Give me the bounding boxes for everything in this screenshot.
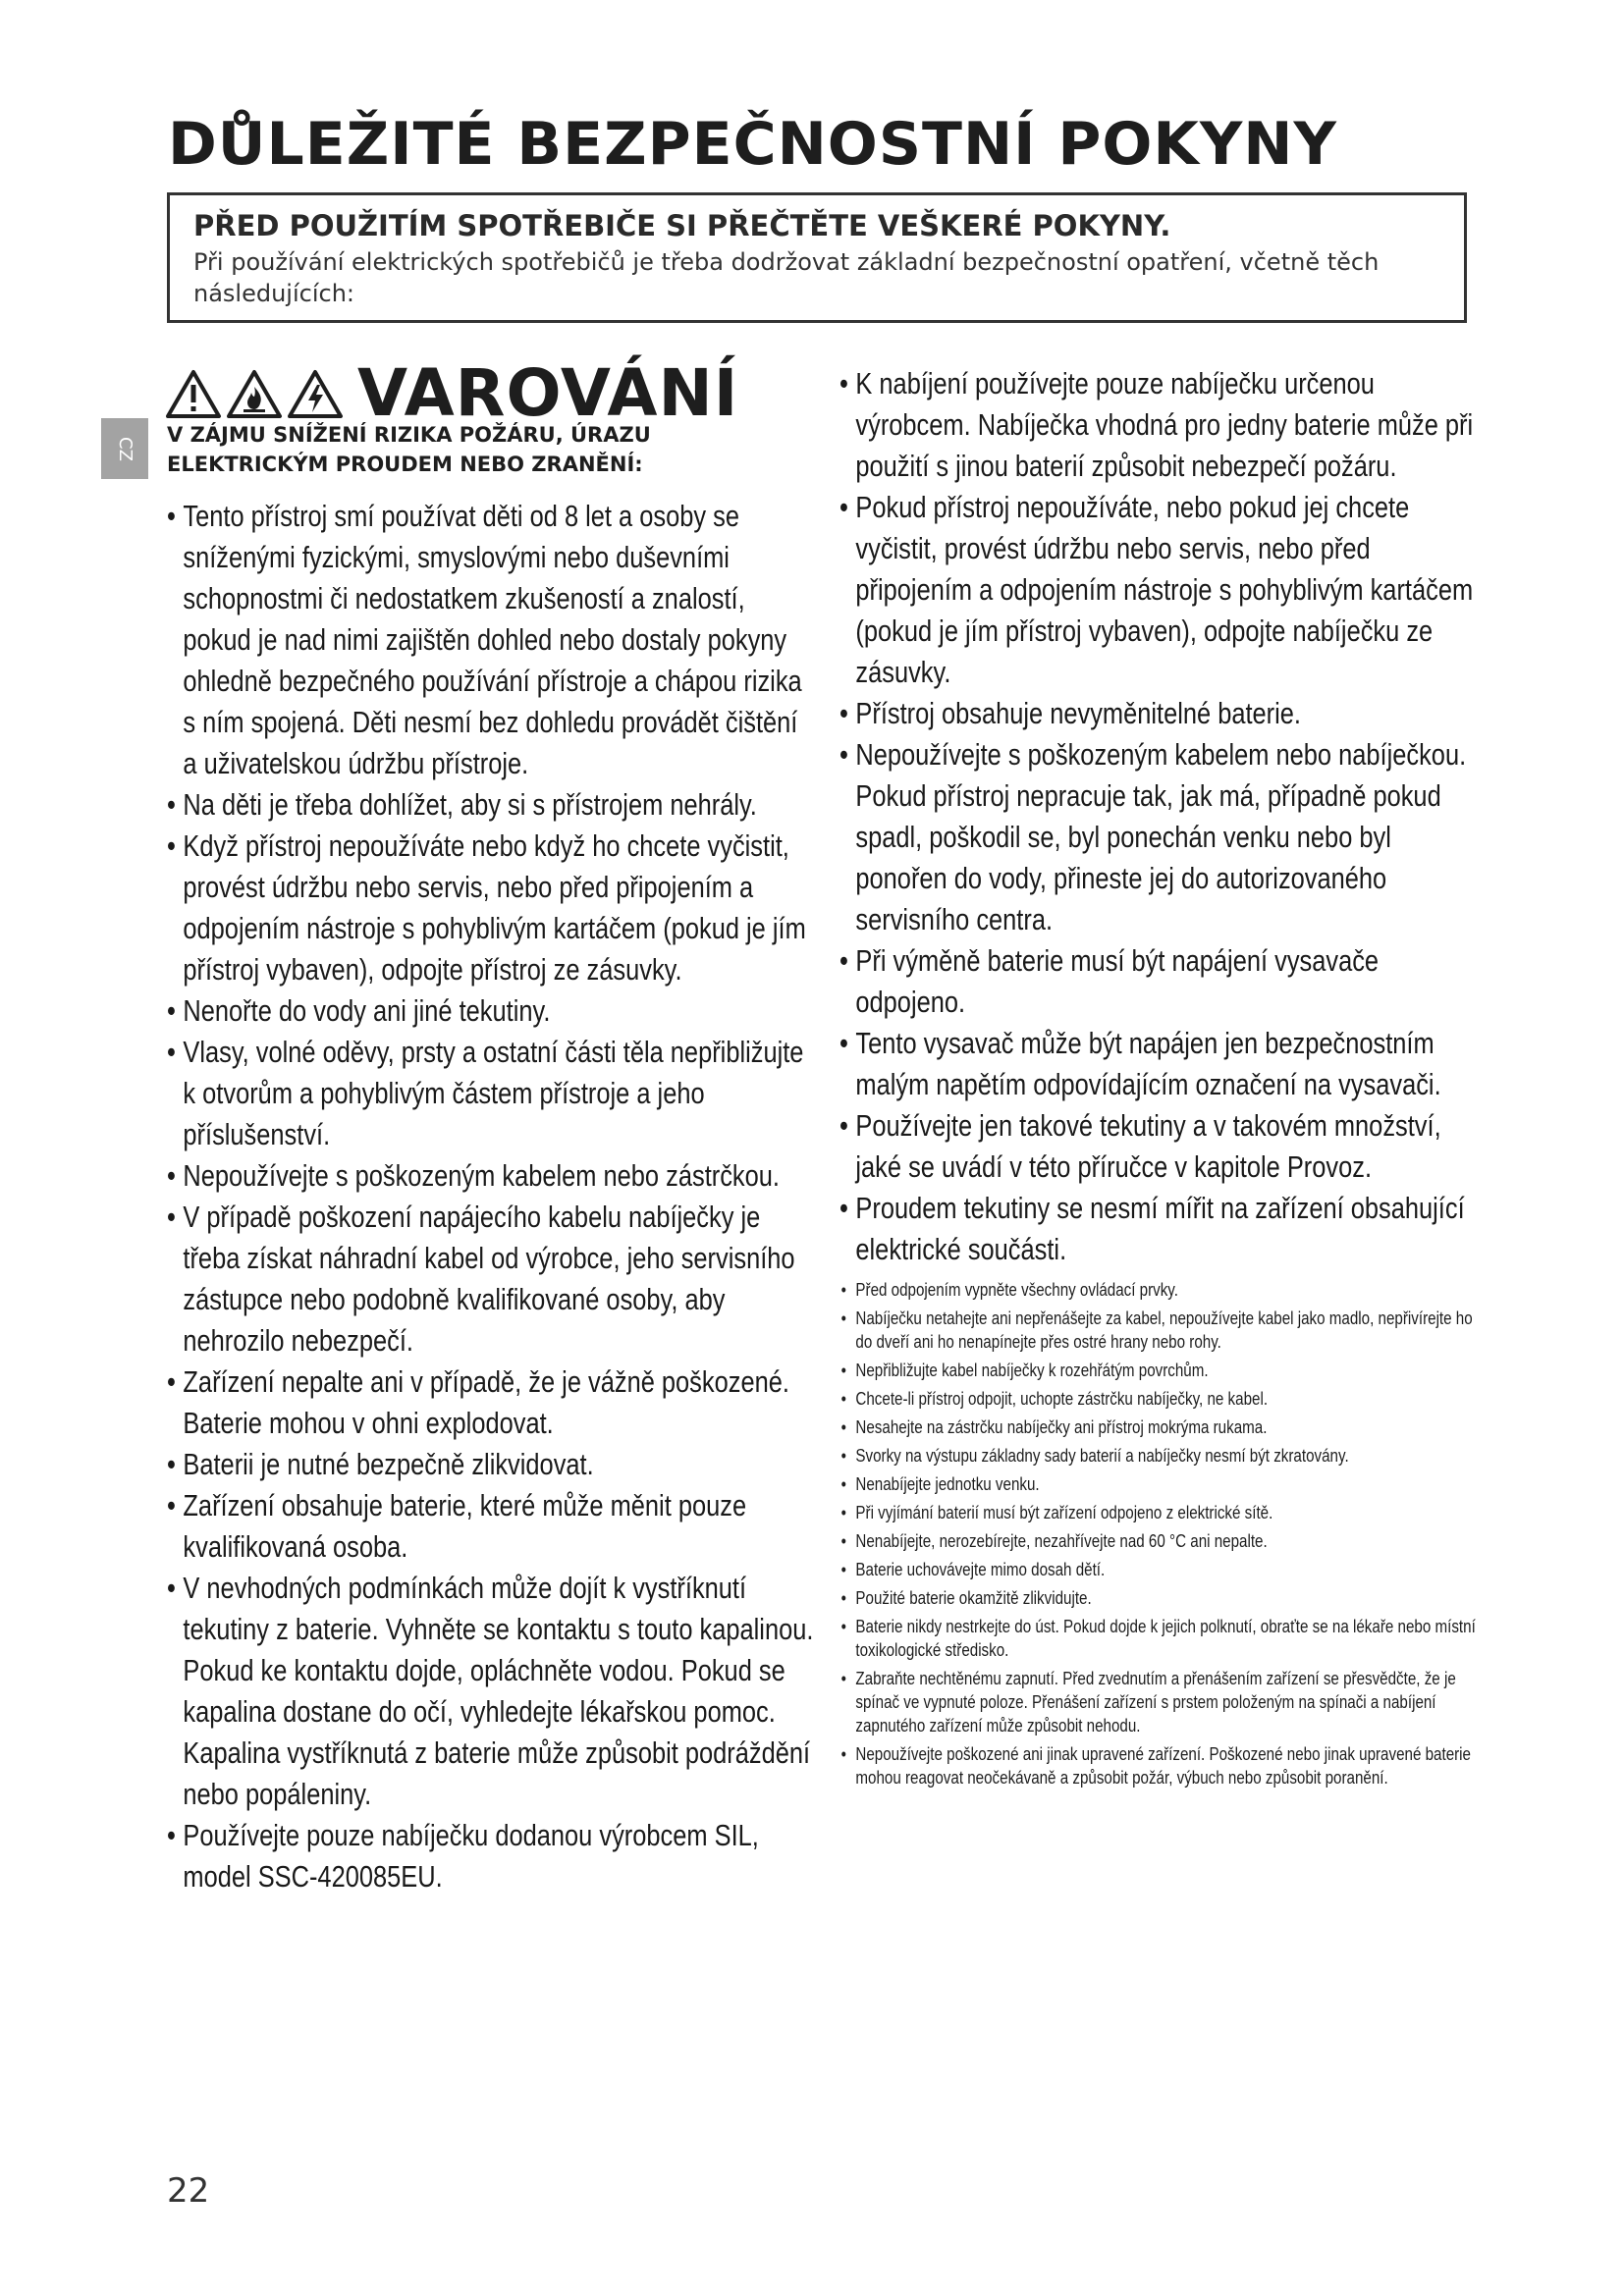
language-tab [101,418,148,479]
intro-text: Při používání elektrických spotřebičů je třeba dodržovat základní bezpečnostní opatření, včetně těch následujících: [193,248,1380,307]
list-item: • Zařízení nepalte ani v případě, že je vážně poškozené. Baterie mohou v ohni explodovat. [167,1362,815,1444]
warning-subtitle: V ZÁJMU SNÍŽENÍ RIZIKA POŽÁRU, ÚRAZU ELEKTRICKÝM PROUDEM NEBO ZRANĚNÍ: [167,423,651,476]
list-item: • Nepoužívejte s poškozeným kabelem nebo zástrčkou. [167,1155,815,1197]
page-title: DŮLEŽITÉ BEZPEČNOSTNÍ POKYNY [168,110,1337,179]
list-item: • Nepoužívejte poškozené ani jinak upravené zařízení. Poškozené nebo jinak upravené baterie mohou reagovat neočekávaně a způsobit požár, výbuch nebo způsobit poranění. [839,1742,1478,1789]
page-number: 22 [167,2171,210,2211]
list-item: • Použité baterie okamžitě zlikvidujte. [839,1586,1478,1610]
list-item: • Na děti je třeba dohlížet, aby si s přístrojem nehrály. [167,784,815,826]
list-item: • Proudem tekutiny se nesmí mířit na zařízení obsahující elektrické součásti. [839,1188,1478,1270]
list-item: • Při vyjímání baterií musí být zařízení odpojeno z elektrické sítě. [839,1501,1478,1524]
list-item: • Nepřibližujte kabel nabíječky k rozehřátým povrchům. [839,1359,1478,1382]
warning-header [165,355,739,431]
list-item: • Zabraňte nechtěnému zapnutí. Před zvednutím a přenášením zařízení se přesvědčte, že je spínač ve vypnuté poloze. Přenášení zařízení s prstem položeným na spínači a nabíjení zapnutého zařízení může způsobit nehodu. [839,1667,1478,1737]
list-item: • Baterie nikdy nestrkejte do úst. Pokud dojde k jejich polknutí, obraťte se na lékaře nebo místní toxikologické středisko. [839,1615,1478,1662]
list-item: • Baterie uchovávejte mimo dosah dětí. [839,1558,1478,1581]
list-item: • Nenabíjejte jednotku venku. [839,1472,1478,1496]
list-item: • Tento přístroj smí používat děti od 8 let a osoby se sníženými fyzickými, smyslovými nebo duševními schopnostmi či nedostatkem zkušeností a znalostí, pokud je nad nimi zajištěn dohled nebo dostaly pokyny ohledně bezpečného používání přístroje a chápou rizika s ním spojená. Děti nesmí bez dohledu provádět čištění a uživatelskou údržbu přístroje. [167,496,815,784]
list-item: • Nesahejte na zástrčku nabíječky ani přístroj mokrýma rukama. [839,1415,1478,1439]
list-item: • V případě poškození napájecího kabelu nabíječky je třeba získat náhradní kabel od výrobce, jeho servisního zástupce nebo podobně kvalifikované osoby, aby nehrozilo nebezpečí. [167,1197,815,1362]
list-item: • Přístroj obsahuje nevyměnitelné baterie. [839,693,1478,734]
list-item: • Vlasy, volné oděvy, prsty a ostatní části těla nepřibližujte k otvorům a pohyblivým částem přístroje a jeho příslušenství. [167,1032,815,1155]
left-column [167,496,815,1897]
left-bullet-list [167,496,815,1897]
list-item: • Baterii je nutné bezpečně zlikvidovat. [167,1444,815,1485]
fire-triangle-icon [226,368,283,419]
list-item: • Chcete-li přístroj odpojit, uchopte zástrčku nabíječky, ne kabel. [839,1387,1478,1411]
list-item: • Před odpojením vypněte všechny ovládací prvky. [839,1278,1478,1302]
list-item: • Nenořte do vody ani jiné tekutiny. [167,990,815,1032]
list-item: • Pokud přístroj nepoužíváte, nebo pokud jej chcete vyčistit, provést údržbu nebo servis, nebo před připojením a odpojením nástroje s pohyblivým kartáčem (pokud je jím přístroj vybaven), odpojte nabíječku ze zásuvky. [839,487,1478,693]
warning-title: VAROVÁNÍ [357,355,739,431]
list-item: • V nevhodných podmínkách může dojít k vystříknutí tekutiny z baterie. Vyhněte se kontaktu s touto kapalinou. Pokud ke kontaktu dojde, opláchněte vodou. Pokud se kapalina dostane do očí, vyhledejte lékařskou pomoc. Kapalina vystříknutá z baterie může způsobit podráždění nebo popáleniny. [167,1568,815,1815]
language-tab-label: CZ [114,436,135,461]
list-item: • Zařízení obsahuje baterie, které může měnit pouze kvalifikovaná osoba. [167,1485,815,1568]
exclamation-triangle-icon [165,368,222,419]
list-item: • Svorky na výstupu základny sady baterií a nabíječky nesmí být zkratovány. [839,1444,1478,1468]
list-item: • Nabíječku netahejte ani nepřenášejte za kabel, nepoužívejte kabel jako madlo, nepřivírejte ho do dveří ani ho nenapínejte přes ostré hrany nebo rohy. [839,1307,1478,1354]
list-item: • Nepoužívejte s poškozeným kabelem nebo nabíječkou. Pokud přístroj nepracuje tak, jak má, případně pokud spadl, poškodil se, byl ponechán venku nebo byl ponořen do vody, přineste jej do autorizovaného servisního centra. [839,734,1478,940]
list-item: • Při výměně baterie musí být napájení vysavače odpojeno. [839,940,1478,1023]
list-item: • Používejte jen takové tekutiny a v takovém množství, jaké se uvádí v této příručce v kapitole Provoz. [839,1105,1478,1188]
list-item: • Používejte pouze nabíječku dodanou výrobcem SIL, model SSC-420085EU. [167,1815,815,1897]
list-item: • Nenabíjejte, nerozebírejte, nezahřívejte nad 60 °C ani nepalte. [839,1529,1478,1553]
intro-box [167,192,1467,323]
right-column [839,363,1478,1794]
right-small-bullet-list [839,1278,1478,1789]
list-item: • Tento vysavač může být napájen jen bezpečnostním malým napětím odpovídajícím označení na vysavači. [839,1023,1478,1105]
list-item: • K nabíjení používejte pouze nabíječku určenou výrobcem. Nabíječka vhodná pro jedny baterie může při použití s jinou baterií způsobit nebezpečí požáru. [839,363,1478,487]
electric-shock-triangle-icon [287,368,344,419]
right-bullet-list [839,363,1478,1270]
list-item: • Když přístroj nepoužíváte nebo když ho chcete vyčistit, provést údržbu nebo servis, nebo před připojením a odpojením nástroje s pohyblivým kartáčem (pokud je jím přístroj vybaven), odpojte přístroj ze zásuvky. [167,826,815,990]
intro-heading: PŘED POUŽITÍM SPOTŘEBIČE SI PŘEČTĚTE VEŠKERÉ POKYNY. [193,209,1171,242]
